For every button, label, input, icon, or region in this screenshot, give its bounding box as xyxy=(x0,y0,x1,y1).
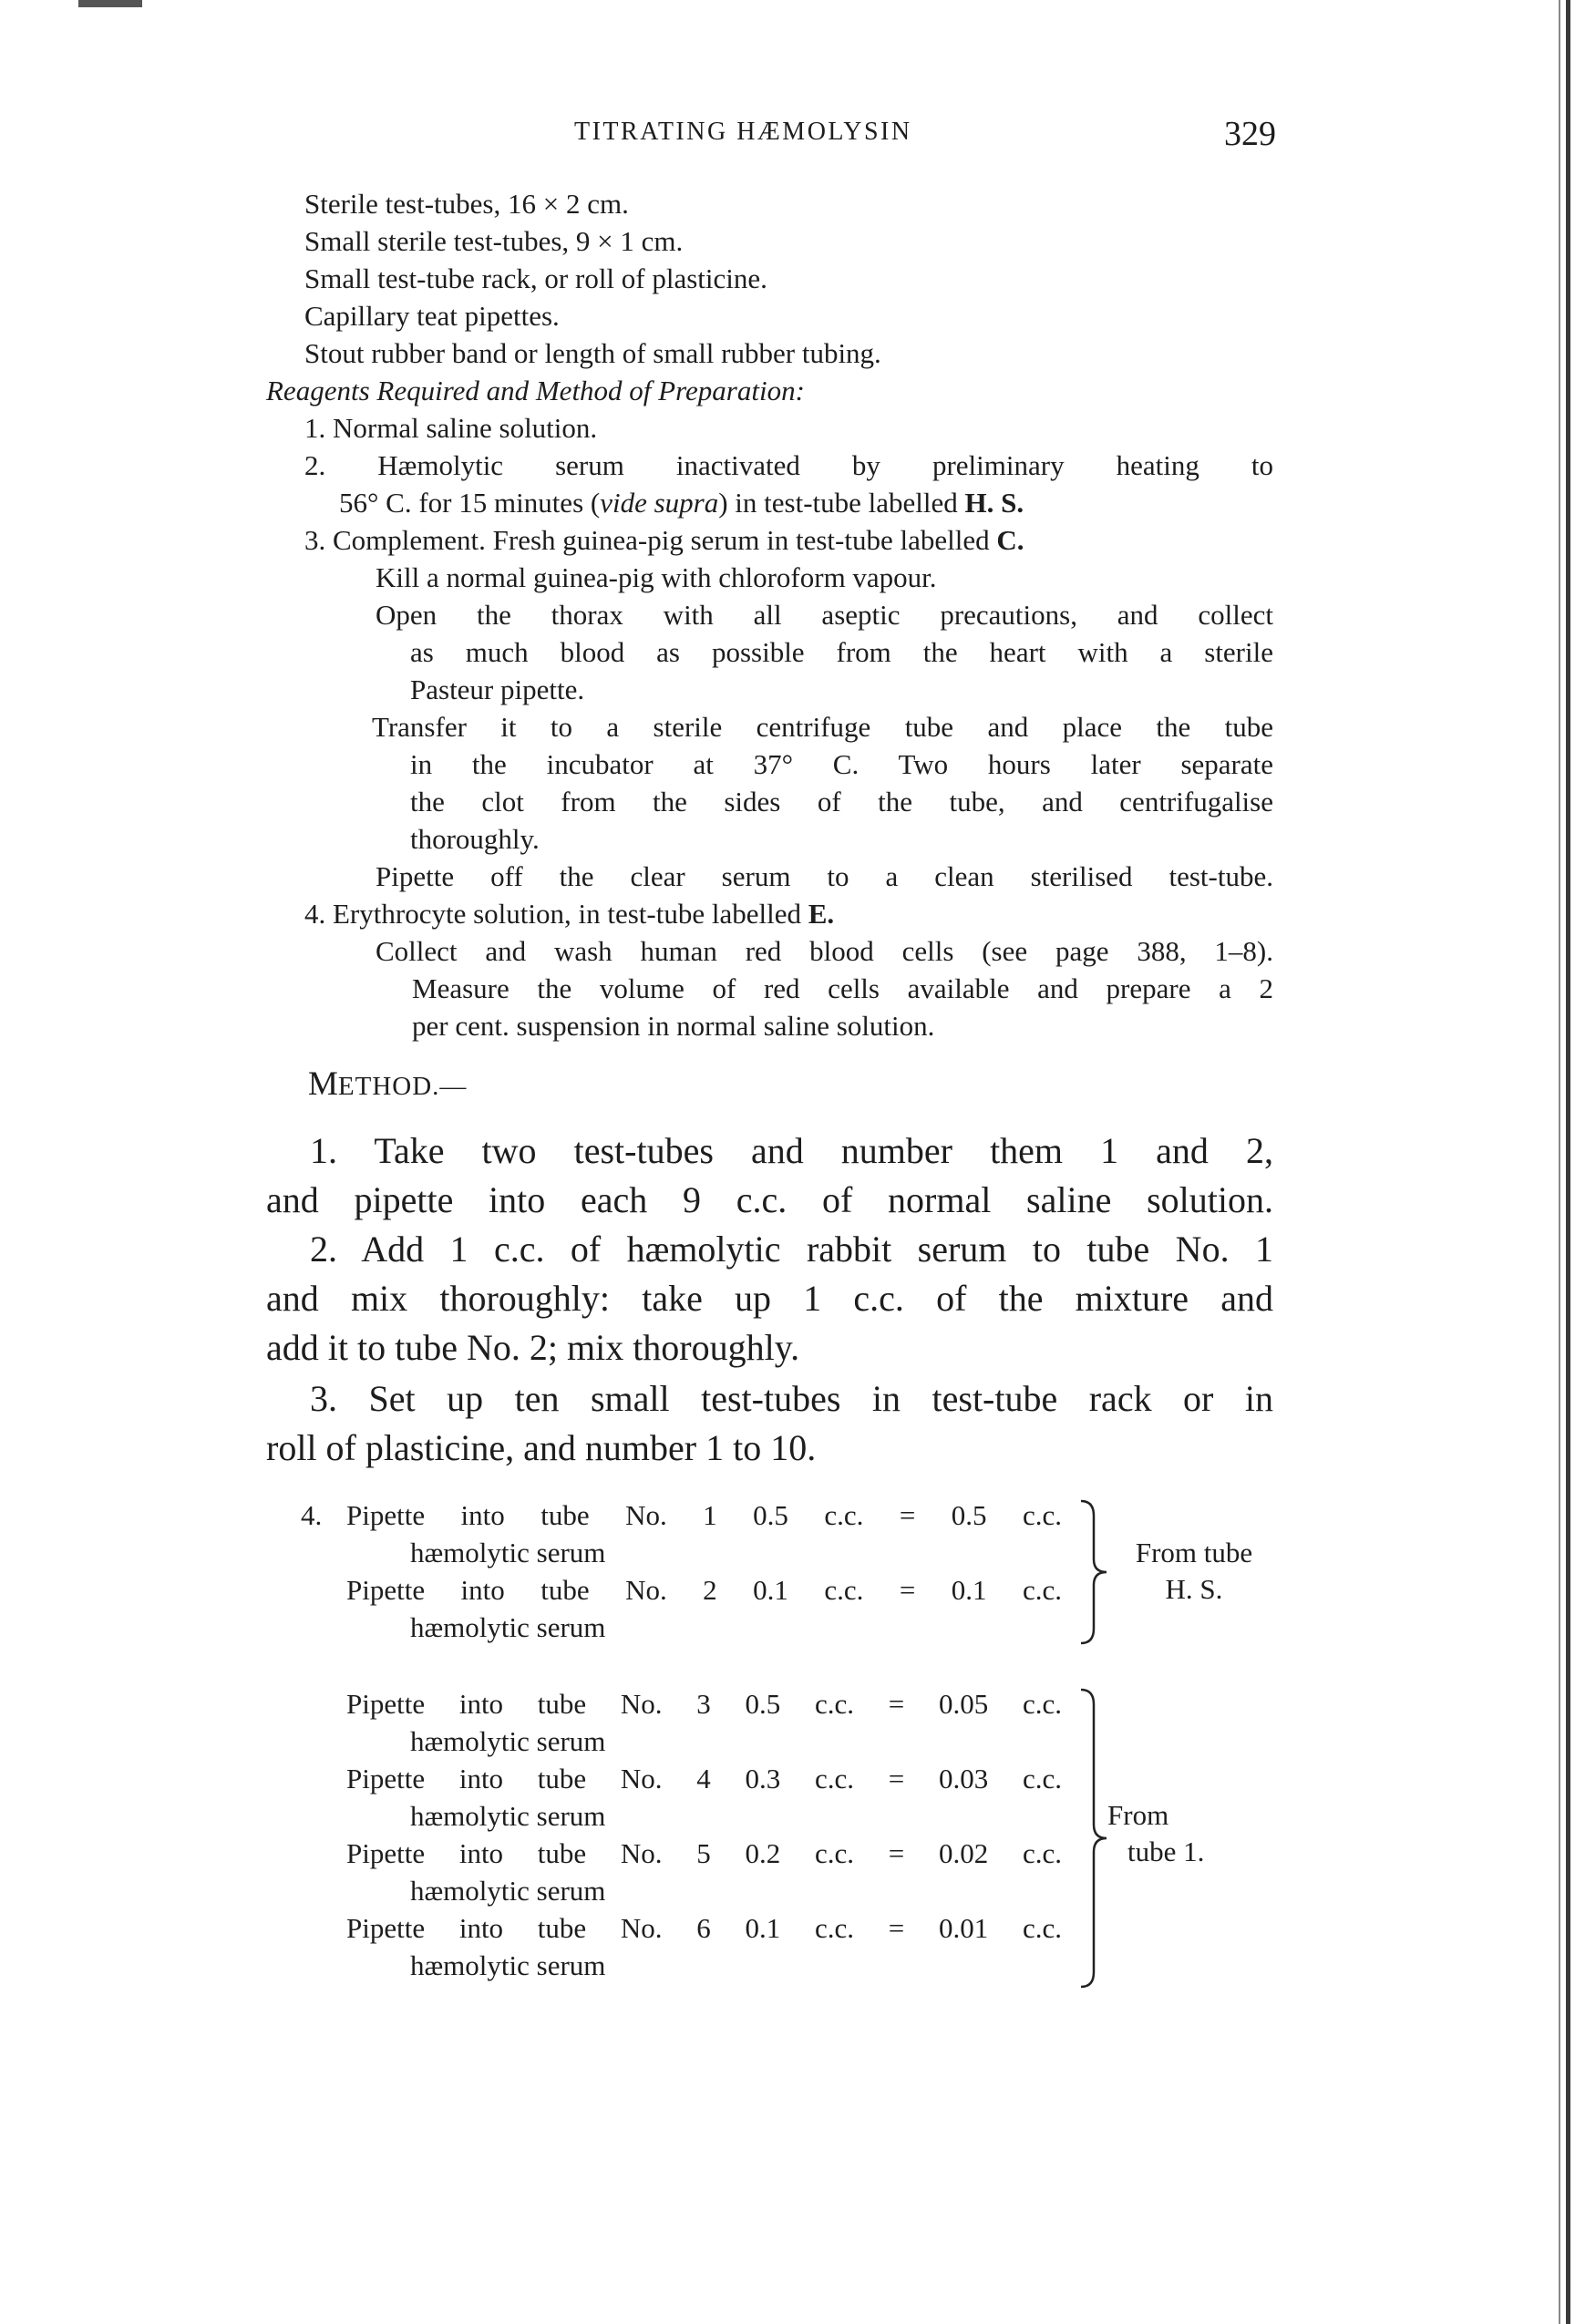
method-step-3-line-1: 3. Set up ten small test-tubes in test-tube rack or in xyxy=(310,1378,1273,1419)
group-2-source xyxy=(1107,1797,1226,1870)
group-1-source-line-1: From tube xyxy=(1135,1537,1253,1568)
reagent-1: 1. Normal saline solution. xyxy=(304,412,598,444)
reagent-4-collect-3: per cent. suspension in normal saline solution. xyxy=(412,1010,935,1042)
group-1-source-line-2: H. S. xyxy=(1165,1573,1223,1605)
page-edge-line xyxy=(1566,0,1570,2324)
group-1-source xyxy=(1107,1535,1281,1608)
reagent-3-transfer-1: Transfer it to a sterile centrifuge tube and place the tube xyxy=(372,711,1273,743)
reagent-4-collect-2: Measure the volume of red cells available and prepare a 2 xyxy=(412,972,1273,1004)
dilution-row-text: Pipette into tube No. 6 0.1 c.c. = 0.01 c.c. xyxy=(346,1912,1062,1944)
method-step-2-line-1: 2. Add 1 c.c. of hæmolytic rabbit serum to tube No. 1 xyxy=(310,1229,1273,1270)
page-edge-line-inner xyxy=(1559,0,1560,2324)
dilution-row-text: Pipette into tube No. 5 0.2 c.c. = 0.02 c.c. xyxy=(346,1837,1062,1869)
reagent-2-line-1: 2. Hæmolytic serum inactivated by preliminary heating to xyxy=(304,449,1273,481)
reagent-4-text: 4. Erythrocyte solution, in test-tube labelled xyxy=(304,898,808,930)
group-2-source-line-1: From xyxy=(1107,1799,1169,1831)
group-2-brace xyxy=(1076,1688,1112,1989)
dilution-step-label: 4. xyxy=(301,1499,323,1531)
method-heading-initial: M xyxy=(308,1065,338,1103)
reagents-heading: Reagents Required and Method of Preparation: xyxy=(266,375,805,406)
method-step-2-line-3: add it to tube No. 2; mix thoroughly. xyxy=(266,1327,800,1368)
label-c: C. xyxy=(996,524,1024,556)
reagent-2-text-a: 56° C. for 15 minutes ( xyxy=(339,487,601,519)
dilution-row-sub: hæmolytic serum xyxy=(410,1725,606,1757)
reagent-3-transfer-4: thoroughly. xyxy=(410,823,540,855)
group-2-source-line-2: tube 1. xyxy=(1127,1836,1205,1867)
apparatus-item: Small test-tube rack, or roll of plasticine. xyxy=(304,262,767,294)
reagent-3 xyxy=(304,522,1024,559)
dilution-row-text: Pipette into tube No. 4 0.3 c.c. = 0.03 c.c. xyxy=(346,1763,1062,1794)
dilution-row-sub: hæmolytic serum xyxy=(410,1537,606,1568)
apparatus-item: Capillary teat pipettes. xyxy=(304,300,560,332)
dilution-row-text: Pipette into tube No. 3 0.5 c.c. = 0.05 c.c. xyxy=(346,1688,1062,1720)
apparatus-item: Small sterile test-tubes, 9 × 1 cm. xyxy=(304,225,684,257)
dilution-row-sub: hæmolytic serum xyxy=(410,1800,606,1832)
dilution-row-text: Pipette into tube No. 1 0.5 c.c. = 0.5 c.c. xyxy=(346,1499,1062,1531)
method-step-1-line-1: 1. Take two test-tubes and number them 1 and 2, xyxy=(310,1130,1273,1171)
reagent-4-collect-1: Collect and wash human red blood cells (see page 388, 1–8). xyxy=(376,935,1273,967)
label-hs: H. S. xyxy=(964,487,1024,519)
reagent-3-text: 3. Complement. Fresh guinea-pig serum in test-tube labelled xyxy=(304,524,997,556)
reagent-2-italic: vide supra xyxy=(600,487,719,519)
dilution-row-sub: hæmolytic serum xyxy=(410,1611,606,1643)
dilution-row-sub: hæmolytic serum xyxy=(410,1875,606,1907)
running-head-title: TITRATING HÆMOLYSIN xyxy=(574,118,912,146)
reagent-2-text-b: ) in test-tube labelled xyxy=(718,487,965,519)
method-heading-rest: ETHOD.— xyxy=(337,1072,468,1101)
method-step-2-line-2: and mix thoroughly: take up 1 c.c. of the mixture and xyxy=(266,1278,1273,1319)
method-step-3-line-2: roll of plasticine, and number 1 to 10. xyxy=(266,1427,817,1468)
reagent-2-line-2 xyxy=(339,485,1024,521)
reagent-3-pipette: Pipette off the clear serum to a clean sterilised test-tube. xyxy=(376,860,1273,892)
page-number: 329 xyxy=(1224,115,1276,153)
reagent-4 xyxy=(304,896,834,932)
running-head xyxy=(264,114,1276,159)
method-heading xyxy=(308,1064,467,1104)
label-e: E. xyxy=(808,898,835,930)
dilution-row-sub: hæmolytic serum xyxy=(410,1949,606,1981)
apparatus-item: Stout rubber band or length of small rubber tubing. xyxy=(304,337,881,369)
reagent-3-kill: Kill a normal guinea-pig with chloroform vapour. xyxy=(376,561,937,593)
method-step-1-line-2: and pipette into each 9 c.c. of normal saline solution. xyxy=(266,1179,1273,1220)
reagent-3-transfer-3: the clot from the sides of the tube, and centrifugalise xyxy=(410,786,1273,818)
scan-artifact-mark xyxy=(78,0,142,7)
group-1-brace xyxy=(1076,1499,1112,1645)
reagent-3-open-1: Open the thorax with all aseptic precautions, and collect xyxy=(376,599,1273,631)
reagent-3-open-2: as much blood as possible from the heart with a sterile xyxy=(410,636,1273,668)
reagent-3-transfer-2: in the incubator at 37° C. Two hours later separate xyxy=(410,748,1273,780)
dilution-row-text: Pipette into tube No. 2 0.1 c.c. = 0.1 c.c. xyxy=(346,1574,1062,1606)
apparatus-item: Sterile test-tubes, 16 × 2 cm. xyxy=(304,188,629,220)
reagent-3-open-3: Pasteur pipette. xyxy=(410,674,585,705)
